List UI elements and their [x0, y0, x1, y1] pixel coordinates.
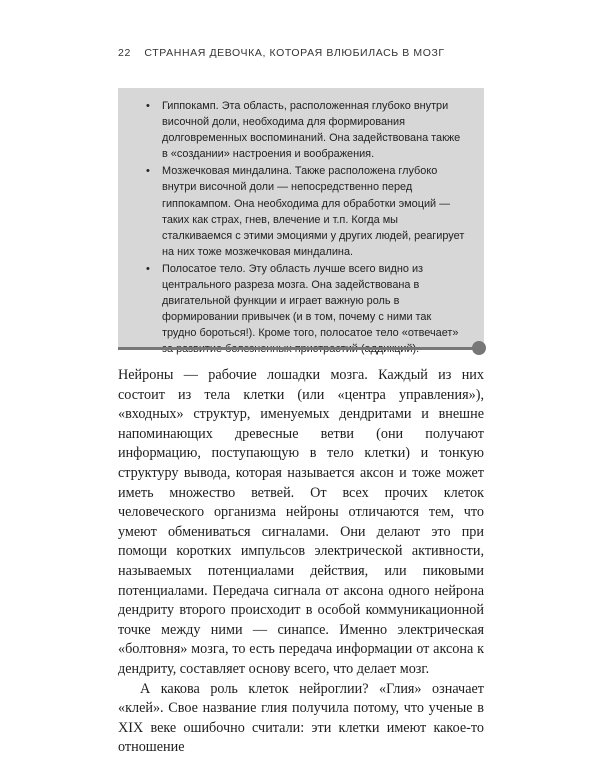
page-number: 22 — [118, 47, 131, 59]
body-text — [118, 366, 484, 758]
paragraph: Нейроны — рабочие лошадки мозга. Каждый из них состоит из тела клетки (или «центра управления»), «входных» структур, именуемых дендритами и внешне напоминающих древесные ветви (они получают информацию, поступающую в тело клетки) и тонкую структуру вывода, которая называется аксон и тоже может иметь множество ветвей. От всех прочих клеток человеческого организма нейроны отличаются тем, что умеют обмениваться сигналами. Они делают это при помощи коротких импульсов электрической активности, называемых потенциалами действия, или пиковыми потенциалами. Передача сигнала от аксона одного нейрона дендриту второго происходит в особой коммуникационной точке между ними — синапсе. Именно электрическая «болтовня» мозга, то есть передача информации от аксона к дендриту, составляет основу всего, что делает мозг. — [118, 367, 484, 677]
list-item-text: Мозжечковая миндалина. Также расположена глубоко внутри височной доли — непосредственно перед гиппокампом. Она необходима для обработки эмоций — таких как страх, гнев, влечение и т.п. Когда мы сталкиваемся с этими эмоциями у других людей, реагирует на них тоже мозжечковая миндалина. — [162, 165, 465, 258]
paragraph: А какова роль клеток нейроглии? «Глия» означает «клей». Свое название глия получила потому, что ученые в XIX веке ошибочно считали: эти клетки имеют какое-то отношение — [118, 680, 484, 756]
list-item-text: Полосатое тело. Эту область лучше всего видно из центрального разреза мозга. Она задействована в двигательной функции и играет важную роль в формировании привычек (и в том, почему с ними так трудно бороться!). Кроме того, полосатое тело «отвечает» — [162, 262, 459, 340]
bullet-icon: • — [146, 100, 150, 112]
list-item — [146, 261, 468, 358]
list-item-text: Гиппокамп. Эта область, расположенная глубоко внутри височной доли, необходима для формирования долговременных воспоминаний. Она задействована также в «создании» настроения и воображения. — [162, 100, 461, 161]
bullet-icon: • — [146, 165, 150, 178]
page-header — [118, 47, 445, 59]
list-item — [146, 163, 468, 260]
list-item — [146, 98, 468, 162]
circle-icon — [472, 341, 486, 355]
box-divider — [118, 347, 480, 350]
sidebar-box — [118, 88, 484, 347]
bullet-icon: • — [146, 262, 150, 275]
running-title: СТРАННАЯ ДЕВОЧКА, КОТОРАЯ ВЛЮБИЛАСЬ В МОЗГ — [144, 47, 445, 59]
sidebar-list — [146, 98, 468, 358]
